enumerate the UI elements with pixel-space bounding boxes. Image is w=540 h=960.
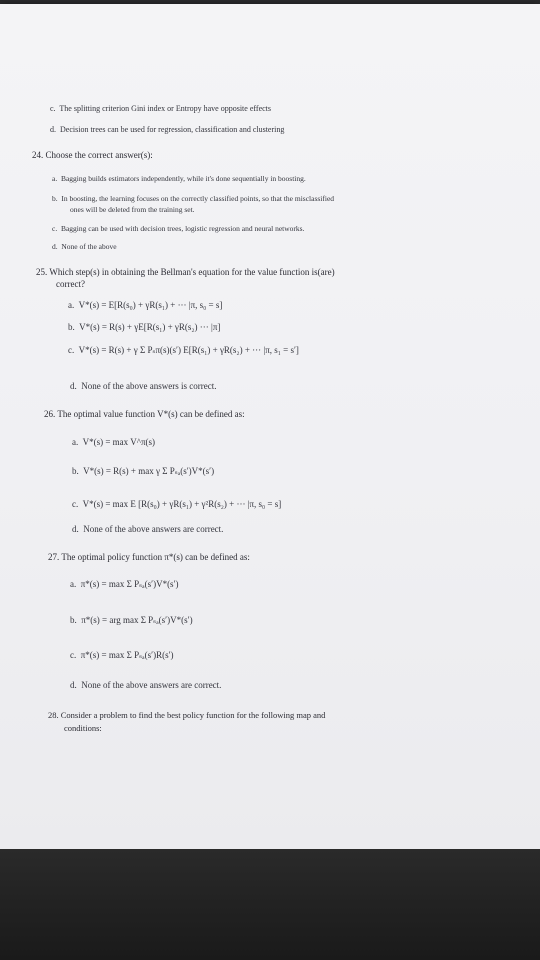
q24-option-b-cont: ones will be deleted from the training set. xyxy=(70,205,195,214)
q24-option-a: a. Bagging builds estimators independently, while it's done sequentially in boosting. xyxy=(52,174,306,183)
q27-option-a: a. π*(s) = max Σ Pₛₐ(s′)V*(s′) xyxy=(70,579,179,589)
q24-option-c: c. Bagging can be used with decision trees, logistic regression and neural networks. xyxy=(52,224,305,233)
q26-option-c: c. V*(s) = max E [R(s₀) + γR(s₁) + γ²R(s₂) + ··· |π, s₀ = s] xyxy=(72,499,282,509)
q24-question: 24. Choose the correct answer(s): xyxy=(32,150,153,160)
q26-option-b: b. V*(s) = R(s) + max γ Σ Pₛₐ(s′)V*(s′) xyxy=(72,466,215,476)
q27-option-b: b. π*(s) = arg max Σ Pₛₐ(s′)V*(s′) xyxy=(70,615,193,625)
q25-option-c: c. V*(s) = R(s) + γ Σ Pₛπ(s)(s′) E[R(s₁) + γR(s₂) + ··· |π, s₁ = s′] xyxy=(68,345,299,355)
q25-question: 25. Which step(s) in obtaining the Bellman's equation for the value function is(are) xyxy=(36,267,335,277)
q24-option-d: d. None of the above xyxy=(52,242,117,251)
q26-option-d: d. None of the above answers are correct. xyxy=(72,524,224,534)
q27-question: 27. The optimal policy function π*(s) can be defined as: xyxy=(48,552,250,562)
background-surface xyxy=(0,849,540,960)
q24-option-b: b. In boosting, the learning focuses on the correctly classified points, so that the misclassified xyxy=(52,194,335,203)
q26-question: 26. The optimal value function V*(s) can be defined as: xyxy=(44,409,245,419)
q28-question-cont: conditions: xyxy=(64,723,102,733)
q27-option-d: d. None of the above answers are correct. xyxy=(70,680,222,690)
q28-question: 28. Consider a problem to find the best policy function for the following map and xyxy=(48,710,326,720)
q26-option-a: a. V*(s) = max V^π(s) xyxy=(72,437,156,447)
q25-option-d: d. None of the above answers is correct. xyxy=(70,381,217,391)
q23-option-c: c. The splitting criterion Gini index or Entropy have opposite effects xyxy=(50,104,271,113)
q25-option-a: a. V*(s) = E[R(s₀) + γR(s₁) + ··· |π, s₀ = s] xyxy=(68,300,223,310)
q27-option-c: c. π*(s) = max Σ Pₛₐ(s′)R(s′) xyxy=(70,650,174,660)
q23-option-d: d. Decision trees can be used for regression, classification and clustering xyxy=(50,125,285,134)
q25-question-cont: correct? xyxy=(56,279,85,289)
q25-option-b: b. V*(s) = R(s) + γE[R(s₁) + γR(s₂) ··· |π] xyxy=(68,322,221,332)
